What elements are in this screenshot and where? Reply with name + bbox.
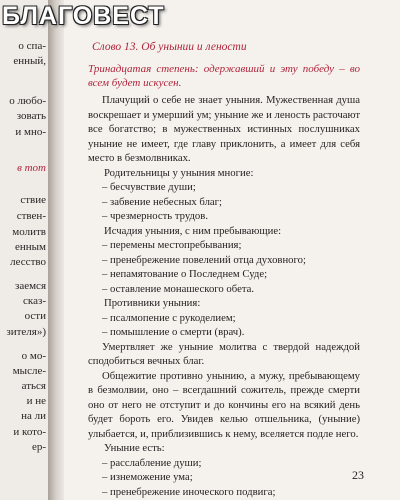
list-item: – чрезмерность трудов.: [102, 210, 208, 222]
list-item: – перемены местопребывания;: [102, 239, 242, 251]
list-item: – пренебрежение повелений отца духовного;: [102, 253, 306, 266]
paragraph-1: Плачущий о себе не знает уныния. Мужественная душа воскрешает и умерший ум; уныние же и леность расточают все богатство; в мужественных истинных послушниках уныние не имеет, где главу приклонить, а имеет для себя место в безмолвниках.: [88, 94, 360, 164]
list-title-parents: Родительницы у уныния многие:: [104, 166, 254, 179]
left-page-line: о спа-: [18, 40, 46, 52]
list-item: – бесчувствие души;: [102, 181, 196, 193]
list-title-offspring: Исчадия уныния, с ним пребывающие:: [104, 224, 282, 237]
left-page-line: ствен-: [16, 210, 46, 222]
left-page-line: сказ-: [23, 295, 46, 307]
paragraph-3: Общежитие противно унынию, а мужу, пребывающему в безмолвии, оно – всегдашний сожитель, прежде смерти оно от него не отступит и до кончины его на всякий день будет бороть его. Увидев келью отшельника, (уныние) улыбается, и, приблизившись к нему, вселяется подле него.: [88, 369, 360, 440]
left-page-line: на ли: [21, 410, 46, 422]
left-page-line: ствие: [20, 194, 46, 206]
page-content: [88, 40, 360, 499]
list-item: – изнеможение ума;: [102, 471, 193, 483]
list-item: – псалмопение с рукоделием;: [102, 311, 236, 324]
left-page-line: ости: [24, 310, 46, 322]
left-page-line: зовать: [16, 110, 46, 122]
left-page-line: и кото-: [13, 426, 46, 438]
left-page: [0, 0, 50, 500]
step-subtitle: Тринадцатая степень: одержавший и эту победу – во всем будет искусен.: [88, 63, 360, 89]
page-number: 23: [352, 468, 364, 482]
left-page-line: о любо-: [9, 95, 46, 107]
list-title-opponents: Противники уныния:: [104, 297, 201, 309]
list-item: – оставление монашеского обета.: [102, 282, 255, 295]
chapter-heading: Слово 13. Об унынии и лености: [92, 41, 247, 53]
list-item: – помышление о смерти (врач).: [102, 326, 245, 338]
left-page-line: лесство: [10, 256, 46, 268]
left-page-line: о мо-: [21, 350, 46, 362]
left-page-line: заемся: [14, 280, 46, 292]
list-title-despondency: Уныние есть:: [104, 442, 165, 454]
left-page-line: и не: [26, 395, 46, 407]
list-item: – расслабление души;: [102, 456, 202, 469]
left-page-line: молитв: [12, 226, 46, 238]
list-item: – непамятование о Последнем Суде;: [102, 268, 268, 280]
list-item: – забвение небесных благ;: [102, 195, 223, 208]
watermark-logo: БЛАГОВЕСТ: [2, 2, 165, 30]
left-page-line: ер-: [31, 441, 46, 453]
left-page-line: енным: [14, 241, 46, 253]
left-page-line: енный,: [13, 55, 46, 67]
paragraph-2: Умертвляет же уныние молитва с твердой надеждой сподобиться вечных благ.: [88, 340, 360, 367]
left-page-line: мысле-: [12, 365, 46, 377]
left-page-line: зителя»): [6, 326, 46, 338]
left-page-line: в тот: [17, 162, 46, 174]
left-page-line: и мно-: [15, 126, 46, 138]
list-item: – пренебрежение иноческого подвига;: [102, 485, 276, 498]
left-page-line: аться: [21, 380, 46, 392]
